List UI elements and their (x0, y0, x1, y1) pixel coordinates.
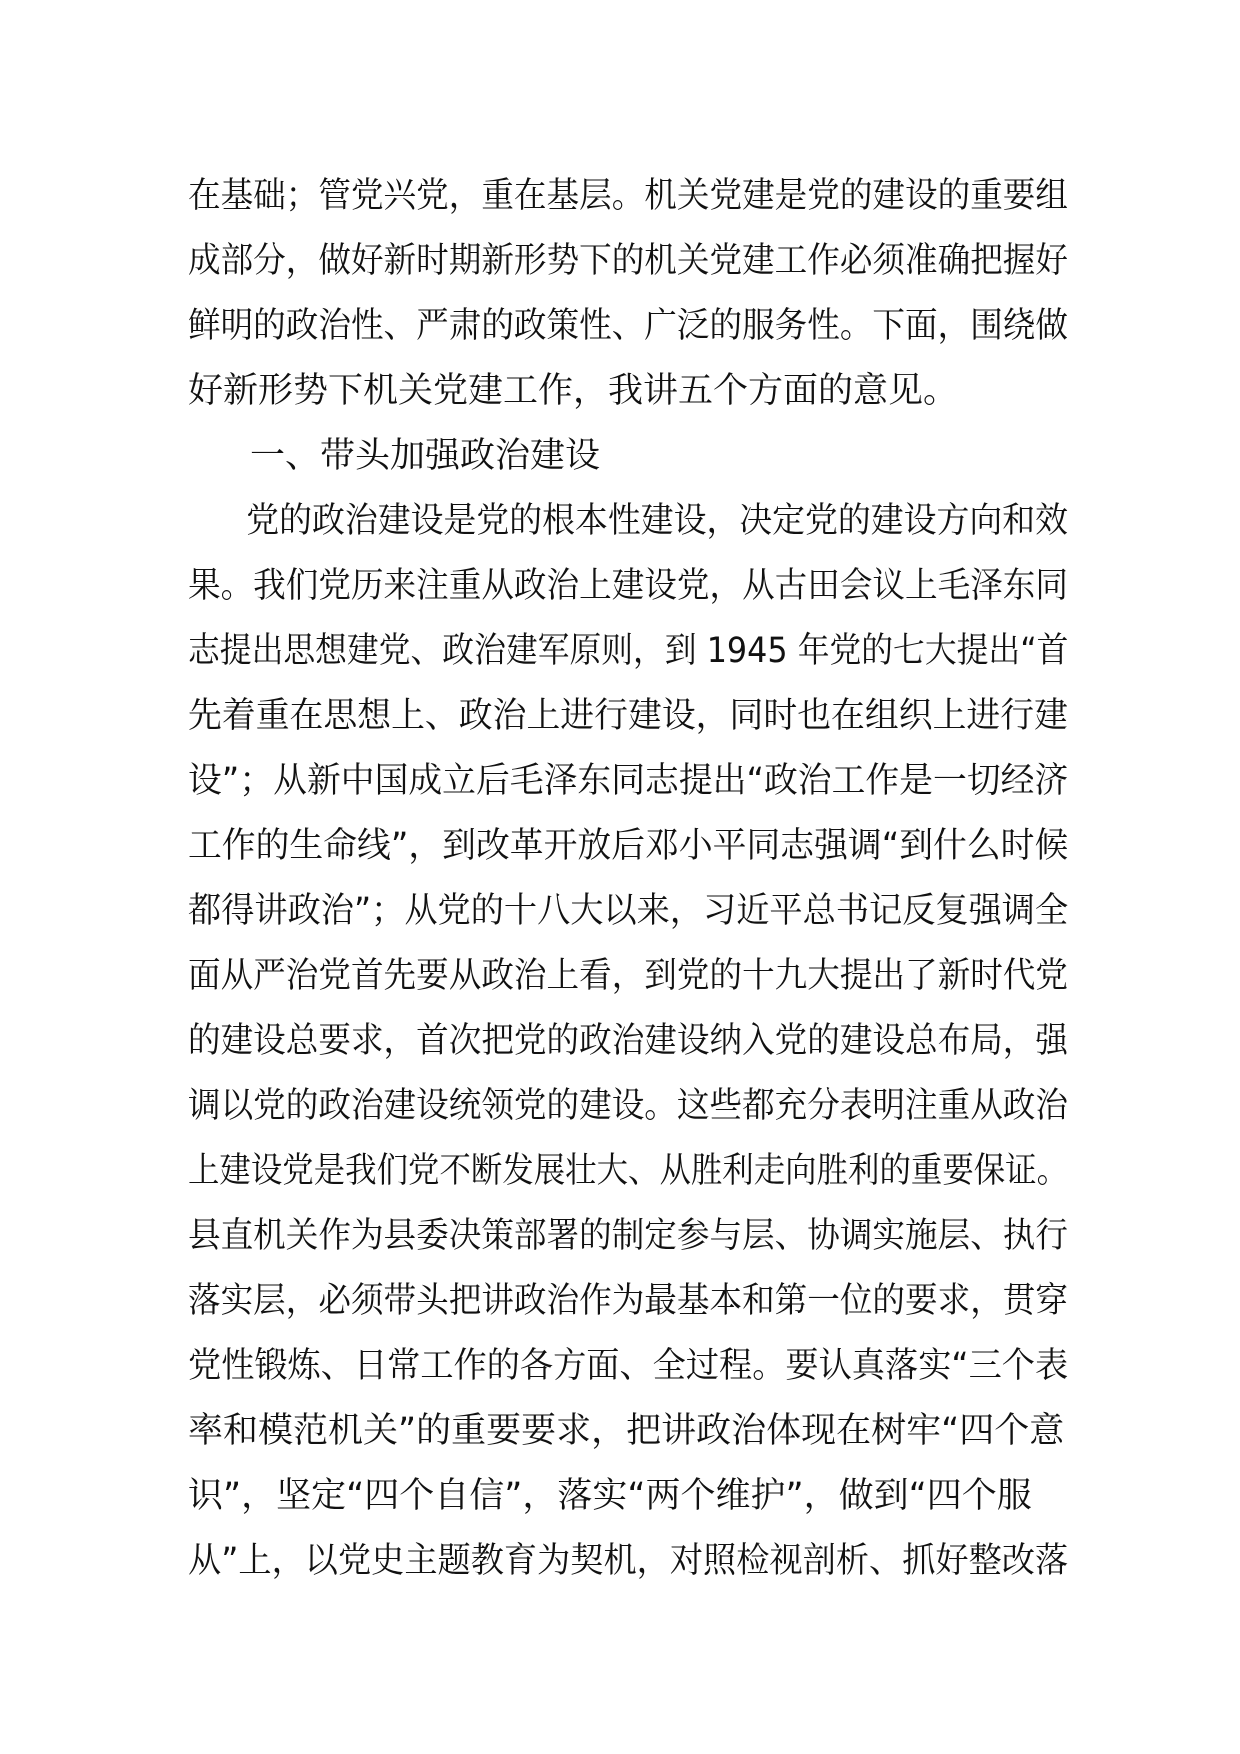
text-line: 从”上，以党史主题教育为契机，对照检视剖析、抓好整改落 (188, 1541, 1069, 1581)
section-heading: 一、带头加强政治建设 (250, 436, 601, 476)
text-line: 鲜明的政治性、严肃的政策性、广泛的服务性。下面，围绕做 (188, 306, 1068, 346)
text-line: 落实层，必须带头把讲政治作为最基本和第一位的要求，贯穿 (188, 1281, 1068, 1321)
text-line: 率和模范机关”的重要要求，把讲政治体现在树牢“四个意 (188, 1411, 1065, 1451)
text-line: 调以党的政治建设统领党的建设。这些都充分表明注重从政治 (188, 1086, 1068, 1126)
body-text (188, 164, 1068, 1594)
text-line: 党性锻炼、日常工作的各方面、全过程。要认真落实“三个表 (188, 1346, 1069, 1386)
text-line: 先着重在思想上、政治上进行建设，同时也在组织上进行建 (188, 696, 1068, 736)
text-line: 的建设总要求，首次把党的政治建设纳入党的建设总布局，强 (188, 1021, 1068, 1061)
text-line: 设”；从新中国成立后毛泽东同志提出“政治工作是一切经济 (188, 761, 1069, 801)
text-line: 志提出思想建党、政治建军原则，到 1945 年党的七大提出“首 (188, 631, 1069, 671)
text-line: 识”，坚定“四个自信”，落实“两个维护”，做到“四个服 (188, 1476, 1032, 1516)
text-line: 上建设党是我们党不断发展壮大、从胜利走向胜利的重要保证。 (188, 1151, 1069, 1191)
text-line: 好新形势下机关党建工作，我讲五个方面的意见。 (188, 371, 959, 411)
text-line: 都得讲政治”；从党的十八大以来，习近平总书记反复强调全 (188, 891, 1069, 931)
text-line: 果。我们党历来注重从政治上建设党，从古田会议上毛泽东同 (188, 566, 1068, 606)
text-line: 工作的生命线”，到改革开放后邓小平同志强调“到什么时候 (188, 826, 1069, 866)
text-line: 县直机关作为县委决策部署的制定参与层、协调实施层、执行 (188, 1216, 1068, 1256)
text-line: 面从严治党首先要从政治上看，到党的十九大提出了新时代党 (188, 956, 1068, 996)
text-line: 在基础；管党兴党，重在基层。机关党建是党的建设的重要组 (188, 176, 1068, 216)
text-line: 成部分，做好新时期新形势下的机关党建工作必须准确把握好 (188, 241, 1068, 281)
paragraph-first-line: 党的政治建设是党的根本性建设，决定党的建设方向和效 (246, 501, 1069, 541)
